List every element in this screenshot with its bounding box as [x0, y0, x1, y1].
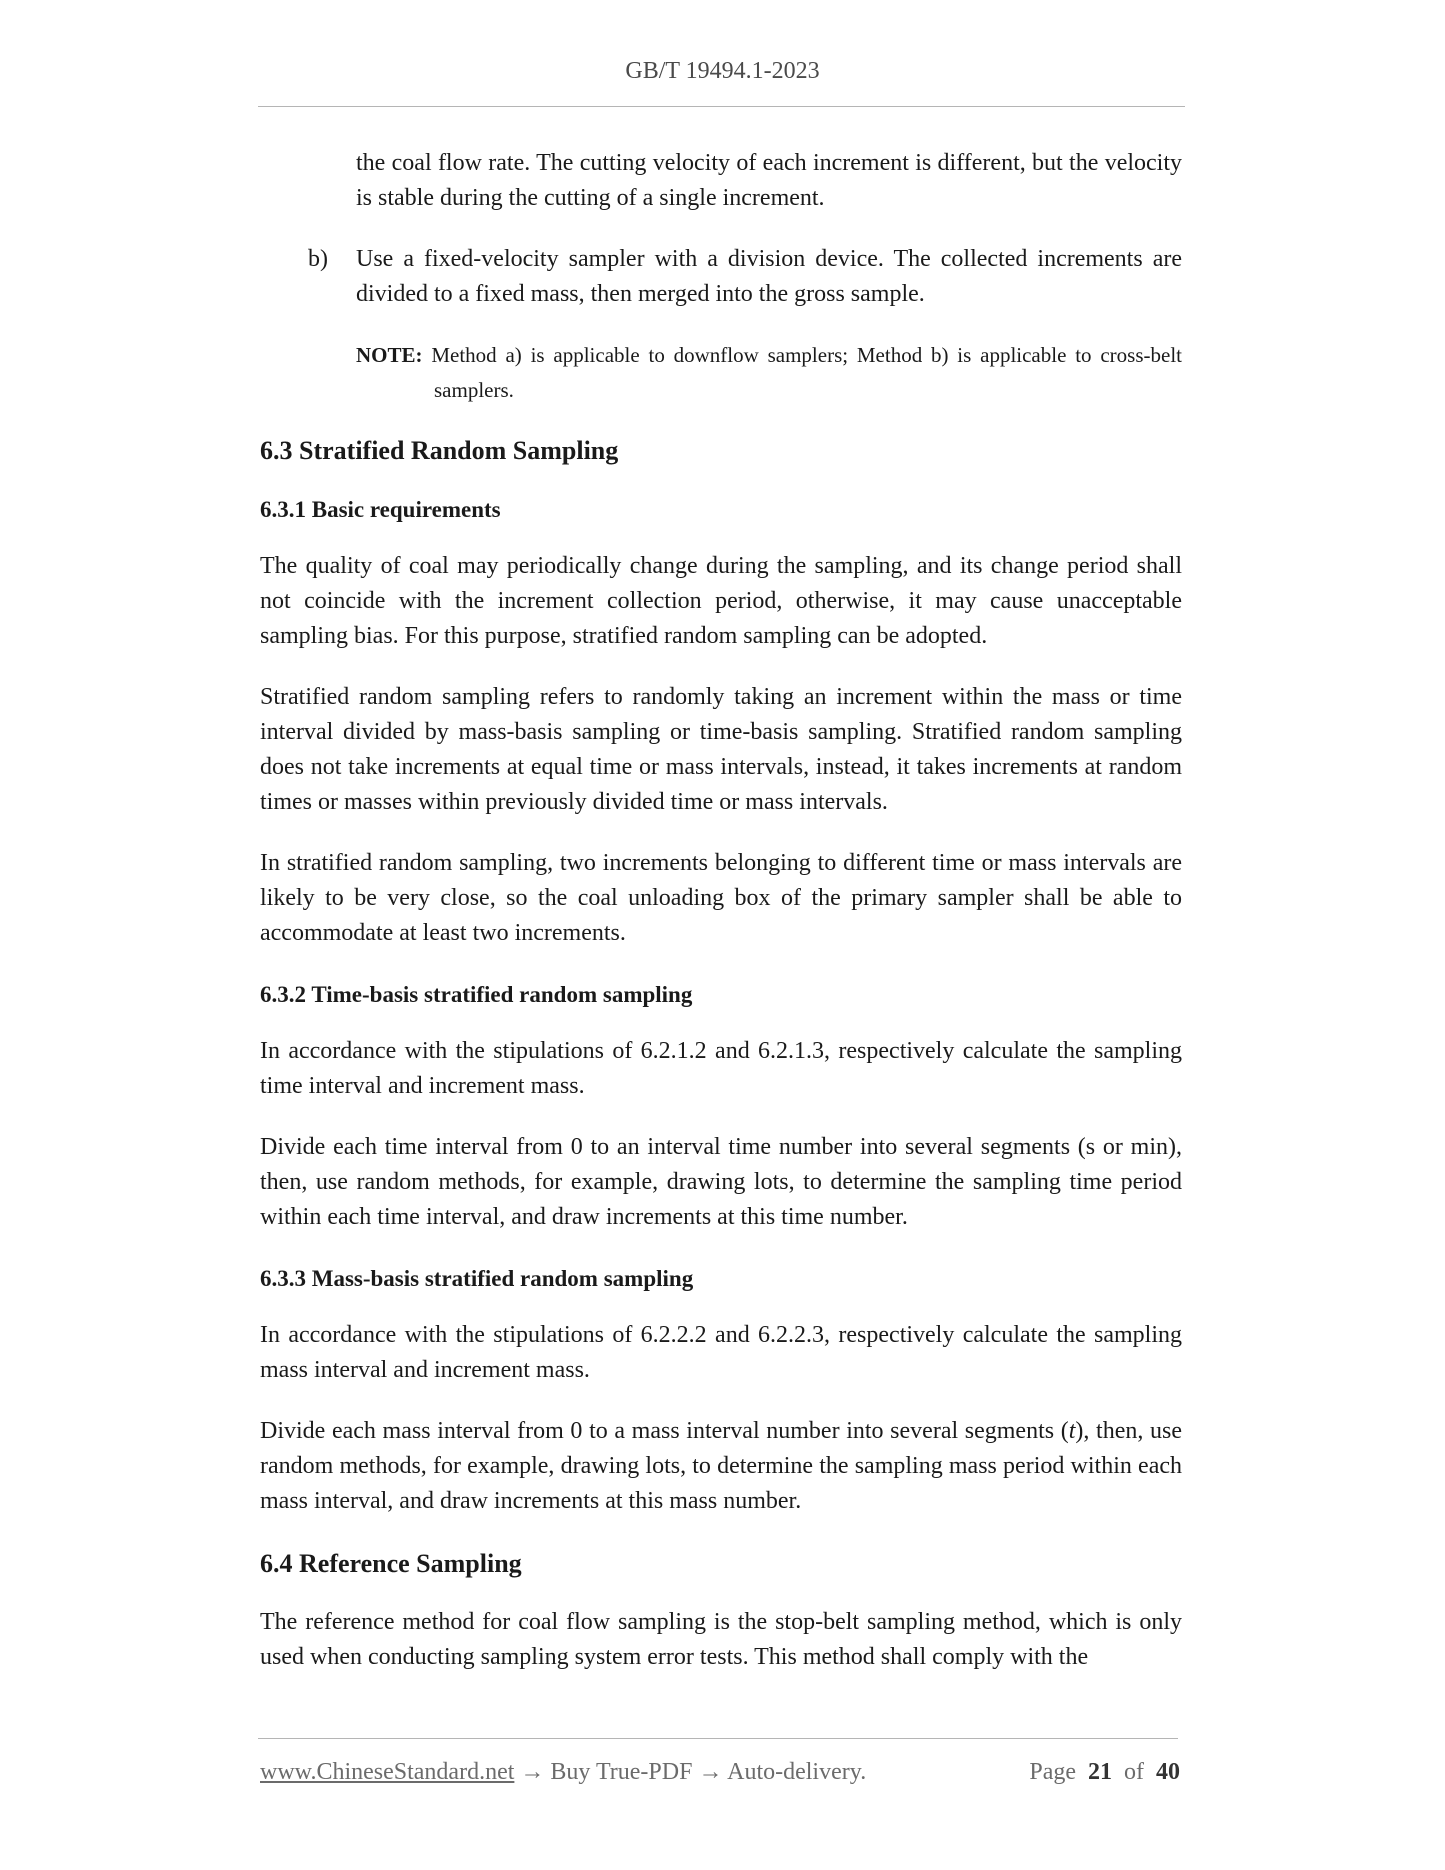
paragraph-text: ), then, use random methods, for example, drawing lots, to determine the sampling mass period within each mass interval, and draw increments at this mass number.	[260, 1418, 1182, 1514]
website-link[interactable]: www.ChineseStandard.net	[260, 1759, 515, 1785]
paragraph	[260, 1414, 1182, 1519]
header-divider	[258, 106, 1185, 107]
footer-divider	[258, 1738, 1178, 1739]
list-marker: b)	[308, 246, 328, 272]
page-number: 21	[1088, 1759, 1112, 1785]
footer-promo	[260, 1756, 866, 1788]
paragraph: In accordance with the stipulations of 6.2.2.2 and 6.2.2.3, respectively calculate the sampling mass interval and increment mass.	[260, 1322, 1182, 1383]
document-id-header: GB/T 19494.1-2023	[625, 58, 820, 84]
paragraph: In stratified random sampling, two increments belonging to different time or mass intervals are likely to be very close, so the coal unloading box of the primary sampler shall be able to accommodate at least two increments.	[260, 850, 1182, 946]
page-indicator	[1029, 1756, 1180, 1788]
note-text: Method a) is applicable to downflow samplers; Method b) is applicable to cross-belt samplers.	[431, 343, 1182, 402]
page-content	[260, 146, 1182, 1701]
paragraph-text: Divide each mass interval from 0 to a mass interval number into several segments (	[260, 1418, 1069, 1444]
section-heading-6-3: 6.3 Stratified Random Sampling	[260, 436, 619, 465]
paragraph: The reference method for coal flow sampling is the stop-belt sampling method, which is only used when conducting sampling system error tests. This method shall comply with the	[260, 1609, 1182, 1670]
section-heading-6-3-1: 6.3.1 Basic requirements	[260, 497, 501, 522]
of-word: of	[1124, 1759, 1144, 1785]
section-heading-6-4: 6.4 Reference Sampling	[260, 1549, 522, 1578]
paragraph: The quality of coal may periodically change during the sampling, and its change period shall not coincide with the increment collection period, otherwise, it may cause unacceptable sampling bias. For this purpose, stratified random sampling can be adopted.	[260, 553, 1182, 649]
list-item-b	[260, 242, 1182, 312]
page-word: Page	[1029, 1759, 1076, 1785]
note-label: NOTE:	[356, 343, 423, 367]
variable-t: t	[1068, 1418, 1076, 1444]
note	[260, 338, 1182, 408]
page-total: 40	[1156, 1759, 1180, 1785]
footer-promo-text: → Buy True-PDF → Auto-delivery.	[514, 1759, 867, 1785]
paragraph: Divide each time interval from 0 to an interval time number into several segments (s or min), then, use random methods, for example, drawing lots, to determine the sampling time period within each time interval, and draw increments at this time number.	[260, 1134, 1182, 1230]
section-heading-6-3-3: 6.3.3 Mass-basis stratified random sampling	[260, 1266, 694, 1291]
list-item-text: Use a fixed-velocity sampler with a division device. The collected increments are divided to a fixed mass, then merged into the gross sample.	[356, 246, 1182, 307]
section-heading-6-3-2: 6.3.2 Time-basis stratified random sampling	[260, 982, 693, 1007]
paragraph: Stratified random sampling refers to randomly taking an increment within the mass or time interval divided by mass-basis sampling or time-basis sampling. Stratified random sampling does not take increments at equal time or mass intervals, instead, it takes increments at random times or masses within previously divided time or mass intervals.	[260, 684, 1182, 815]
continued-paragraph: the coal flow rate. The cutting velocity of each increment is different, but the velocity is stable during the cutting of a single increment.	[356, 150, 1182, 211]
paragraph: In accordance with the stipulations of 6.2.1.2 and 6.2.1.3, respectively calculate the sampling time interval and increment mass.	[260, 1038, 1182, 1099]
